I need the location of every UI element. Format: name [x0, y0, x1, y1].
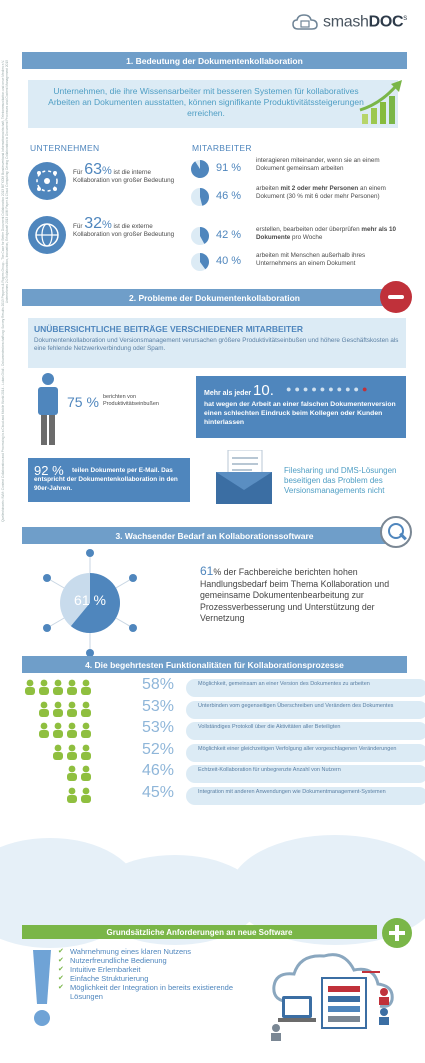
companies-heading: UNTERNEHMEN [30, 143, 100, 153]
requirement-item: ✔ Nutzerfreundliche Bedienung [58, 956, 258, 965]
sources-sidebar [0, 60, 10, 920]
sources-line-2: Unternehmen 2.0 Kollaboration, Innovation, Erfolgskraft 2013 AIIM Paper & Cloud Computing: Driving Collaboration in Document Processes and Content Management 2015 [5, 60, 9, 304]
person-icon [80, 701, 92, 717]
person-icon [38, 701, 50, 717]
requirement-item: ✔ Wahrnehmung eines klaren Nutzens [58, 947, 258, 956]
person-icon [66, 787, 78, 803]
person-icon [38, 722, 50, 738]
problem-text: Dokumentenkollaboration und Versionsmanagement verursachen größere Produktivitätseinbußen und höhere Geschäftskosten als eine fehlende Netzwerkverbindung oder Spam. [34, 337, 399, 352]
person-small-icon: ● [328, 384, 334, 394]
tenth-num: 10. [253, 382, 274, 399]
person-icon [24, 787, 36, 803]
cloud-icon [292, 12, 318, 32]
requirement-item: ✔ Möglichkeit der Integration in bereits existierende Lösungen [58, 983, 258, 1001]
employee-pct: 42 % [216, 229, 242, 241]
brand-name-light: smash [323, 13, 369, 31]
section-2-header: 2. Probleme der Dokumentenkollaboration [22, 289, 407, 306]
company-stat-internal [28, 160, 178, 205]
person-icon [66, 765, 78, 781]
feature-pct: 53% [142, 697, 175, 715]
person-small-icon: ● [336, 384, 343, 394]
requirements-list [58, 947, 258, 1001]
feature-text: Möglichkeit einer gleichzeitigen Verfolgung aller vorgeschlagenen Veränderungen [186, 744, 425, 762]
external-pct: 32 [84, 215, 102, 232]
employee-text: erstellen, bearbeiten oder überprüfen [256, 226, 360, 233]
person-icon [38, 679, 50, 695]
feature-pct: 45% [142, 783, 175, 801]
person-icon [52, 744, 64, 760]
brand-logo [292, 12, 407, 32]
feature-row [18, 719, 413, 741]
employee-text-bold: mehr als 10 Dokumente [256, 226, 397, 241]
feature-text: Unterbinden vom gegenseitigen Überschreiben und Verändern des Dokumentes [186, 701, 425, 719]
person-icon [38, 787, 50, 803]
employee-stat [190, 157, 410, 187]
person-icon [24, 701, 36, 717]
employee-stat [190, 252, 410, 276]
email-pct: 92 % [34, 463, 64, 478]
loss-text: berichten von Produktivitätseinbußen [103, 394, 159, 407]
person-icon [52, 701, 64, 717]
person-icon [38, 765, 50, 781]
wrong-version-box [196, 376, 406, 438]
external-pre: Für [73, 223, 83, 230]
person-icon [52, 765, 64, 781]
people-icons [24, 787, 92, 803]
people-icons [24, 722, 92, 738]
people-icons [24, 765, 92, 781]
person-icon [24, 722, 36, 738]
employee-text: interagieren miteinander, wenn sie an einem Dokument gemeinsam arbeiten [256, 157, 380, 172]
section-4-header: 4. Die begehrtesten Funktionalitäten für Kollaborationsprozesse [22, 656, 407, 673]
person-small-icon: ● [286, 384, 292, 394]
exclamation-icon [30, 950, 54, 1030]
feature-pct: 52% [142, 740, 175, 758]
feature-text: Vollständiges Protokoll über die Aktivitäten aller Beteiligten [186, 722, 425, 740]
sources-line-1: Quellenhinweis: IWM: Content Collaboration and Processing in a Cloud and Mobile World 2014 - Lukas Gödl - Dokumentenbeschaffung: Survey Results 2013 Peppers & Rogers Group - The Case for Better Document Collaboration 2013 BITKOM Bundesverband Informationswirtschaft, Telekommunikation und neue Medien e.V. [1, 60, 5, 522]
dms-text: Filesharing und DMS-Lösungen beseitigen das Problem des Versionsmanagements nicht [284, 466, 397, 495]
person-small-icon: ● [319, 384, 326, 394]
employee-text: arbeiten [256, 185, 279, 192]
problem-heading: UNÜBERSICHTLICHE BEITRÄGE VERSCHIEDENER MITARBEITER [34, 324, 304, 334]
feature-pct: 58% [142, 676, 175, 693]
person-icon [66, 701, 78, 717]
demand-sentence: % der Fachbereiche berichten hohen Handlungsbedarf beim Thema Kollaboration und gemeinsame Dokumentenbearbeitung zur Prozessverbesserung und Unterstützung der Vernetzung [200, 567, 390, 623]
feature-pct: 53% [142, 719, 175, 736]
demand-text [200, 566, 405, 625]
person-icon [80, 787, 92, 803]
employee-pct: 46 % [216, 190, 242, 202]
employee-pct: 91 % [216, 162, 242, 174]
person-icon [66, 722, 78, 738]
person-icon [66, 679, 78, 695]
brand-name-sup: s [403, 12, 407, 22]
tenth-pre: Mehr als jeder [204, 390, 252, 397]
problem-box [28, 318, 406, 368]
pie-mark [190, 187, 210, 207]
person-small-icon: ● [302, 384, 309, 394]
person-icon [80, 679, 92, 695]
intro-text: Unternehmen, die ihre Wissensarbeiter mit besseren Systemen für kollaboratives Arbeiten an Dokumenten ausstatten, können signifikante Produktivitätssteigerungen erreichen. [48, 86, 364, 118]
loss-pct: 75 % [67, 394, 99, 410]
person-small-icon: ● [294, 384, 300, 394]
employee-text-tail: pro Woche [292, 234, 323, 241]
pie-mark [190, 159, 210, 179]
employees-heading: MITARBEITER [192, 143, 252, 153]
employee-text-tail: an einem Dokument (30 % mit 6 oder mehr Personen) [256, 185, 386, 200]
employee-pct: 40 % [216, 255, 242, 267]
person-small-icon: ● [311, 384, 317, 394]
cloud-collaboration-illustration [262, 942, 412, 1042]
pie-label: 61 % [74, 592, 106, 608]
employee-text-bold: mit 2 oder mehr Personen [280, 185, 359, 192]
people-icons [24, 679, 92, 695]
section-3-header: 3. Wachsender Bedarf an Kollaborationssoftware [22, 527, 407, 544]
feature-row [18, 762, 413, 784]
brand-name-bold: DOC [368, 13, 404, 31]
employee-text: arbeiten mit Menschen außerhalb ihres Unternehmens an einem Dokument [256, 252, 366, 267]
people-row [286, 384, 367, 394]
internal-pre: Für [73, 169, 83, 176]
feature-text: Möglichkeit, gemeinsam an einer Version des Dokumentes zu arbeiten [186, 679, 425, 697]
person-icon [80, 744, 92, 760]
person-icon [38, 744, 50, 760]
person-icon [24, 679, 36, 695]
feature-row [18, 676, 413, 698]
person-icon [80, 765, 92, 781]
person-icon [52, 787, 64, 803]
feature-pct: 46% [142, 762, 175, 779]
search-icon [380, 516, 412, 548]
feature-row [18, 741, 413, 763]
globe-icon [28, 216, 66, 254]
employee-stat [190, 185, 410, 217]
feature-row [18, 784, 413, 806]
requirement-item: ✔ Einfache Strukturierung [58, 974, 258, 983]
feature-row [18, 698, 413, 720]
person-icon [34, 372, 62, 447]
person-icon [24, 765, 36, 781]
feature-text: Integration mit anderen Anwendungen wie Dokumentmanagement-Systemen [186, 787, 425, 805]
employee-stat [190, 226, 410, 252]
section-5-header: Grundsätzliche Anforderungen an neue Software [22, 925, 377, 939]
internal-pct-sign: % [102, 165, 112, 177]
pie-mark [190, 252, 210, 272]
internal-text: ist die interne Kollaboration von großer Bedeutung [73, 169, 175, 184]
minus-icon [380, 281, 412, 313]
internal-pct: 63 [84, 161, 102, 178]
envelope-icon [214, 450, 274, 506]
email-text: teilen Dokumente per E-Mail. Das entspricht der Dokumentenkollaboration in den 90er-Jahren. [34, 467, 178, 492]
company-stat-external [28, 214, 178, 259]
intro-box [28, 80, 398, 128]
external-pct-sign: % [102, 219, 112, 231]
person-icon [24, 744, 36, 760]
pie-mark [190, 226, 210, 246]
tenth-text: hat wegen der Arbeit an einer falschen Dokumentenversion einen schlechten Eindruck beim Kollegen oder Kunden hinterlassen [204, 401, 396, 426]
people-icons [24, 744, 92, 760]
person-small-icon: ● [353, 384, 359, 394]
section-1-header: 1. Bedeutung der Dokumentenkollaboration [22, 52, 407, 69]
person-icon [66, 744, 78, 760]
person-icon [80, 722, 92, 738]
growth-arrow-icon [358, 76, 408, 126]
demand-pct: 61 [200, 564, 214, 578]
email-box [28, 458, 190, 502]
person-icon [52, 679, 64, 695]
person-small-icon: ● [345, 384, 351, 394]
people-icons [24, 701, 92, 717]
person-highlight-icon: ● [361, 384, 368, 394]
person-icon [52, 722, 64, 738]
feature-text: Echtzeit-Kollaboration für unbegrenzte Anzahl von Nutzern [186, 765, 425, 783]
internal-collab-icon [28, 162, 66, 200]
external-text: ist die externe Kollaboration von großer Bedeutung [73, 223, 175, 238]
requirement-item: ✔ Intuitive Erlernbarkeit [58, 965, 258, 974]
